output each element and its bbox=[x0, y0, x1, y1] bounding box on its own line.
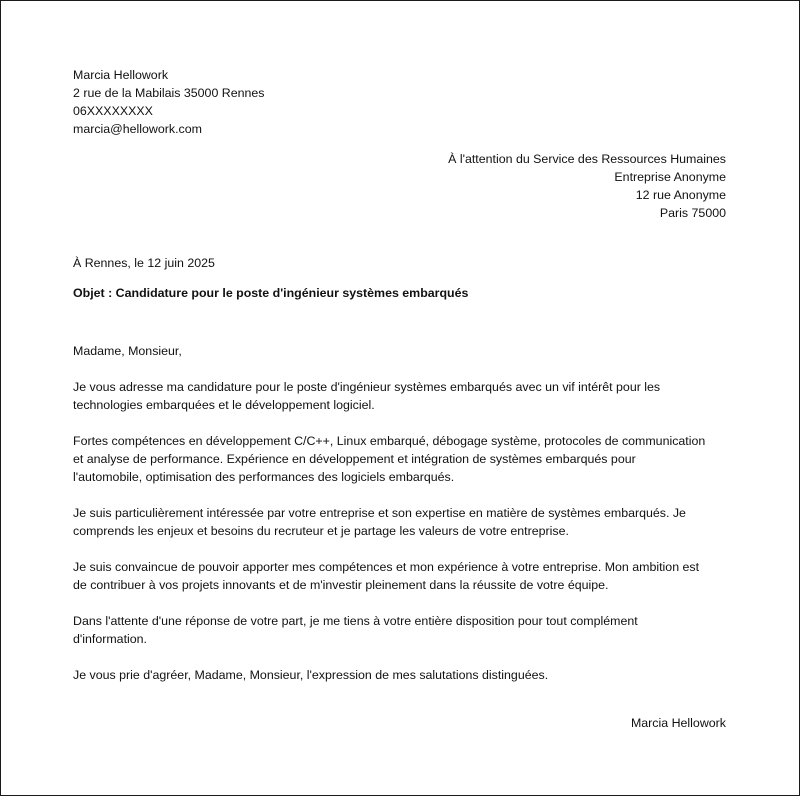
body-paragraph bbox=[73, 432, 733, 486]
paragraph-line: Je suis particulièrement intéressée par votre entreprise et son expertise en matière de systèmes embarqués. Je bbox=[73, 506, 686, 520]
salutation: Madame, Monsieur, bbox=[73, 344, 182, 358]
body-paragraph bbox=[73, 558, 733, 594]
recipient-block bbox=[448, 150, 726, 222]
recipient-company: Entreprise Anonyme bbox=[614, 170, 726, 184]
recipient-attention: À l'attention du Service des Ressources Humaines bbox=[448, 152, 726, 166]
sender-block bbox=[73, 66, 265, 138]
recipient-city: Paris 75000 bbox=[659, 206, 726, 220]
body-paragraph bbox=[73, 378, 733, 414]
paragraph-line: Dans l'attente d'une réponse de votre part, je me tiens à votre entière disposition pour tout complément bbox=[73, 614, 638, 628]
sender-name: Marcia Hellowork bbox=[73, 68, 169, 82]
paragraph-line: de contribuer à vos projets innovants et de m'investir pleinement dans la réussite de votre équipe. bbox=[73, 578, 609, 592]
signature: Marcia Hellowork bbox=[630, 716, 726, 730]
paragraph-line: l'automobile, optimisation des performances des logiciels embarqués. bbox=[73, 470, 455, 484]
paragraph-line: comprends les enjeux et besoins du recruteur et je partage les valeurs de votre entreprise. bbox=[73, 524, 569, 538]
paragraph-line: et analyse de performance. Expérience en développement et intégration de systèmes embarqués pour bbox=[73, 452, 636, 466]
paragraph-line: Je suis convaincue de pouvoir apporter mes compétences et mon expérience à votre entreprise. Mon ambition est bbox=[73, 560, 700, 574]
recipient-street: 12 rue Anonyme bbox=[635, 188, 726, 202]
sender-phone: 06XXXXXXXX bbox=[73, 104, 153, 118]
paragraph-line: Fortes compétences en développement C/C++, Linux embarqué, débogage système, protocoles de communication bbox=[73, 434, 706, 448]
sender-email: marcia@hellowork.com bbox=[73, 122, 202, 136]
paragraph-line: d'information. bbox=[73, 632, 147, 646]
letter-body bbox=[73, 342, 733, 702]
body-paragraph bbox=[73, 504, 733, 540]
letter-subject: Objet : Candidature pour le poste d'ingénieur systèmes embarqués bbox=[73, 286, 469, 300]
closing-paragraph bbox=[73, 666, 733, 684]
sender-address: 2 rue de la Mabilais 35000 Rennes bbox=[73, 86, 265, 100]
letter-date: À Rennes, le 12 juin 2025 bbox=[73, 256, 215, 270]
body-paragraph bbox=[73, 612, 733, 648]
paragraph-line: Je vous adresse ma candidature pour le poste d'ingénieur systèmes embarqués avec un vif intérêt pour les bbox=[73, 380, 661, 394]
paragraph-line: Je vous prie d'agréer, Madame, Monsieur, l'expression de mes salutations distinguées. bbox=[73, 668, 549, 682]
paragraph-line: technologies embarquées et le développement logiciel. bbox=[73, 398, 375, 412]
